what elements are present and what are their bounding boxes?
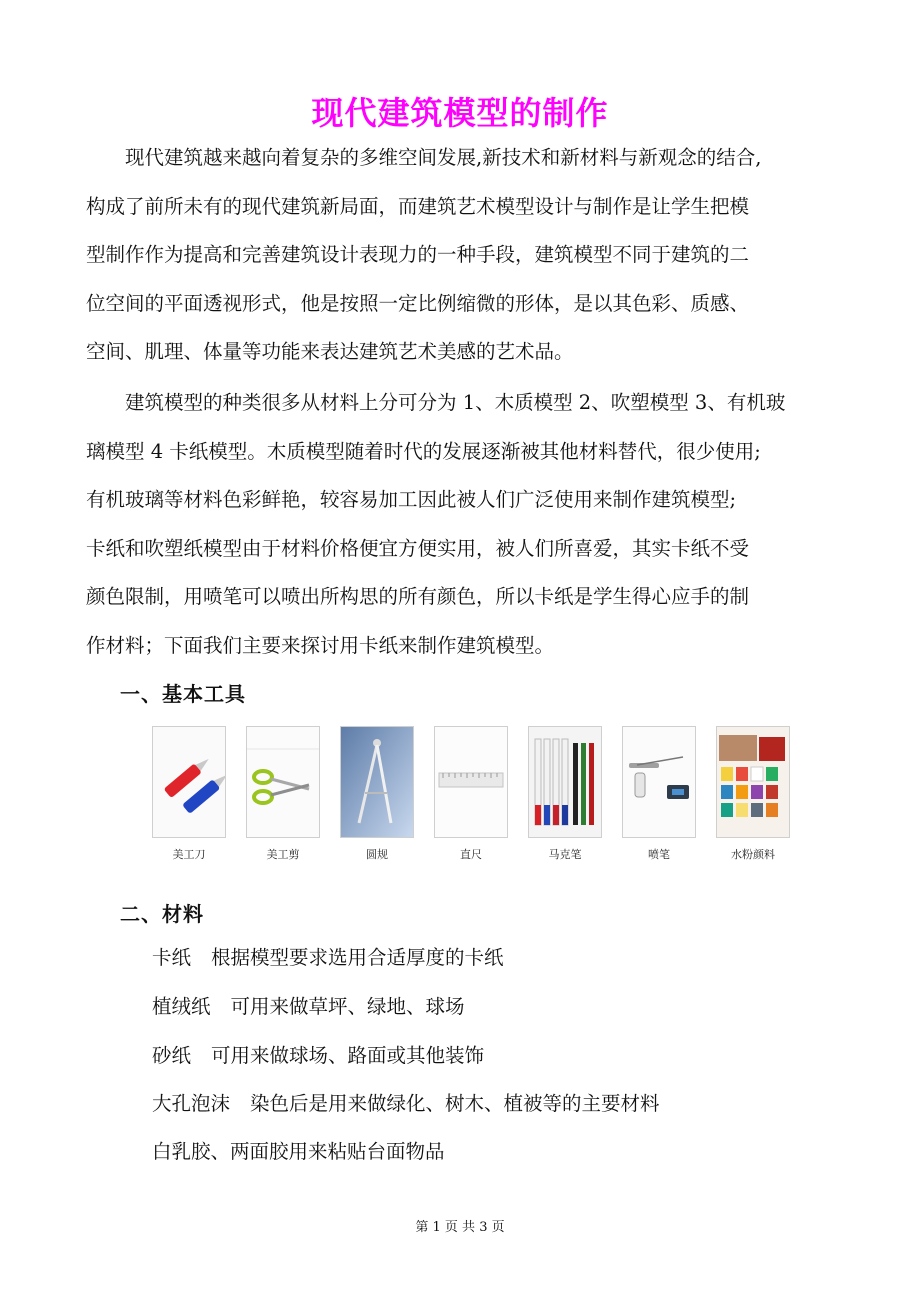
tool-item — [434, 726, 508, 861]
tool-item — [528, 726, 602, 861]
tool-label: 喷笔 — [648, 848, 670, 861]
page-footer: 第 1 页 共 3 页 — [415, 1220, 505, 1235]
tool-label: 美工剪 — [266, 848, 300, 861]
material-name: 白乳胶、两面胶用来粘贴台面物品 — [152, 1140, 445, 1163]
page-title: 现代建筑模型的制作 — [311, 94, 609, 132]
text-line: 建筑模型的种类很多从材料上分可分为 1、木质模型 2、吹塑模型 3、有机玻 — [125, 391, 786, 414]
material-item — [152, 1136, 445, 1164]
material-name: 植绒纸 — [152, 995, 211, 1018]
text-line: 璃模型 4 卡纸模型。木质模型随着时代的发展逐渐被其他材料替代，很少使用; — [86, 439, 761, 463]
intro-paragraph — [86, 134, 846, 377]
airbrush-icon — [622, 726, 696, 838]
model-types-paragraph — [86, 379, 846, 671]
material-item — [152, 942, 504, 970]
text-line: 作材料；下面我们主要来探讨用卡纸来制作建筑模型。 — [86, 633, 555, 657]
material-desc: 可用来做球场、路面或其他装饰 — [211, 1044, 485, 1067]
markers-icon — [528, 726, 602, 838]
section-heading-tools: 一、基本工具 — [120, 682, 246, 706]
tool-label: 水粉颜料 — [731, 848, 775, 861]
tools-gallery — [150, 726, 800, 866]
gouache-paint-icon — [716, 726, 790, 838]
text-line: 有机玻璃等材料色彩鲜艳，较容易加工因此被人们广泛使用来制作建筑模型; — [86, 488, 737, 512]
text-line: 位空间的平面透视形式，他是按照一定比例缩微的形体，是以其色彩、质感、 — [86, 291, 750, 315]
material-item — [152, 991, 465, 1019]
text-line: 卡纸和吹塑纸模型由于材料价格便宜方便实用，被人们所喜爱，其实卡纸不受 — [86, 536, 750, 560]
text-line: 构成了前所未有的现代建筑新局面，而建筑艺术模型设计与制作是让学生把模 — [86, 194, 750, 218]
tool-item — [340, 726, 414, 861]
material-desc: 根据模型要求选用合适厚度的卡纸 — [211, 946, 504, 969]
tool-item — [246, 726, 320, 861]
ruler-icon — [434, 726, 508, 838]
tool-item — [716, 726, 790, 861]
tool-label: 马克笔 — [548, 848, 582, 861]
scissors-icon — [246, 726, 320, 838]
material-name: 卡纸 — [152, 946, 192, 969]
tool-item — [152, 726, 226, 861]
text-line: 现代建筑越来越向着复杂的多维空间发展,新技术和新材料与新观念的结合, — [125, 146, 762, 169]
material-name: 大孔泡沫 — [152, 1092, 231, 1115]
material-item — [152, 1088, 660, 1116]
material-name: 砂纸 — [152, 1044, 192, 1067]
section-heading-materials: 二、材料 — [120, 902, 204, 926]
material-item — [152, 1040, 484, 1068]
text-line: 型制作作为提高和完善建筑设计表现力的一种手段，建筑模型不同于建筑的二 — [86, 243, 750, 267]
text-line: 空间、肌理、体量等功能来表达建筑艺术美感的艺术品。 — [86, 340, 574, 364]
material-desc: 可用来做草坪、绿地、球场 — [230, 995, 465, 1018]
compass-icon — [340, 726, 414, 838]
tool-label: 美工刀 — [172, 848, 206, 861]
utility-knife-icon — [152, 726, 226, 838]
tool-label: 圆规 — [366, 848, 388, 861]
material-desc: 染色后是用来做绿化、树木、植被等的主要材料 — [250, 1092, 660, 1115]
tool-item — [622, 726, 696, 861]
text-line: 颜色限制，用喷笔可以喷出所构思的所有颜色，所以卡纸是学生得心应手的制 — [86, 585, 750, 609]
tool-label: 直尺 — [460, 848, 482, 861]
